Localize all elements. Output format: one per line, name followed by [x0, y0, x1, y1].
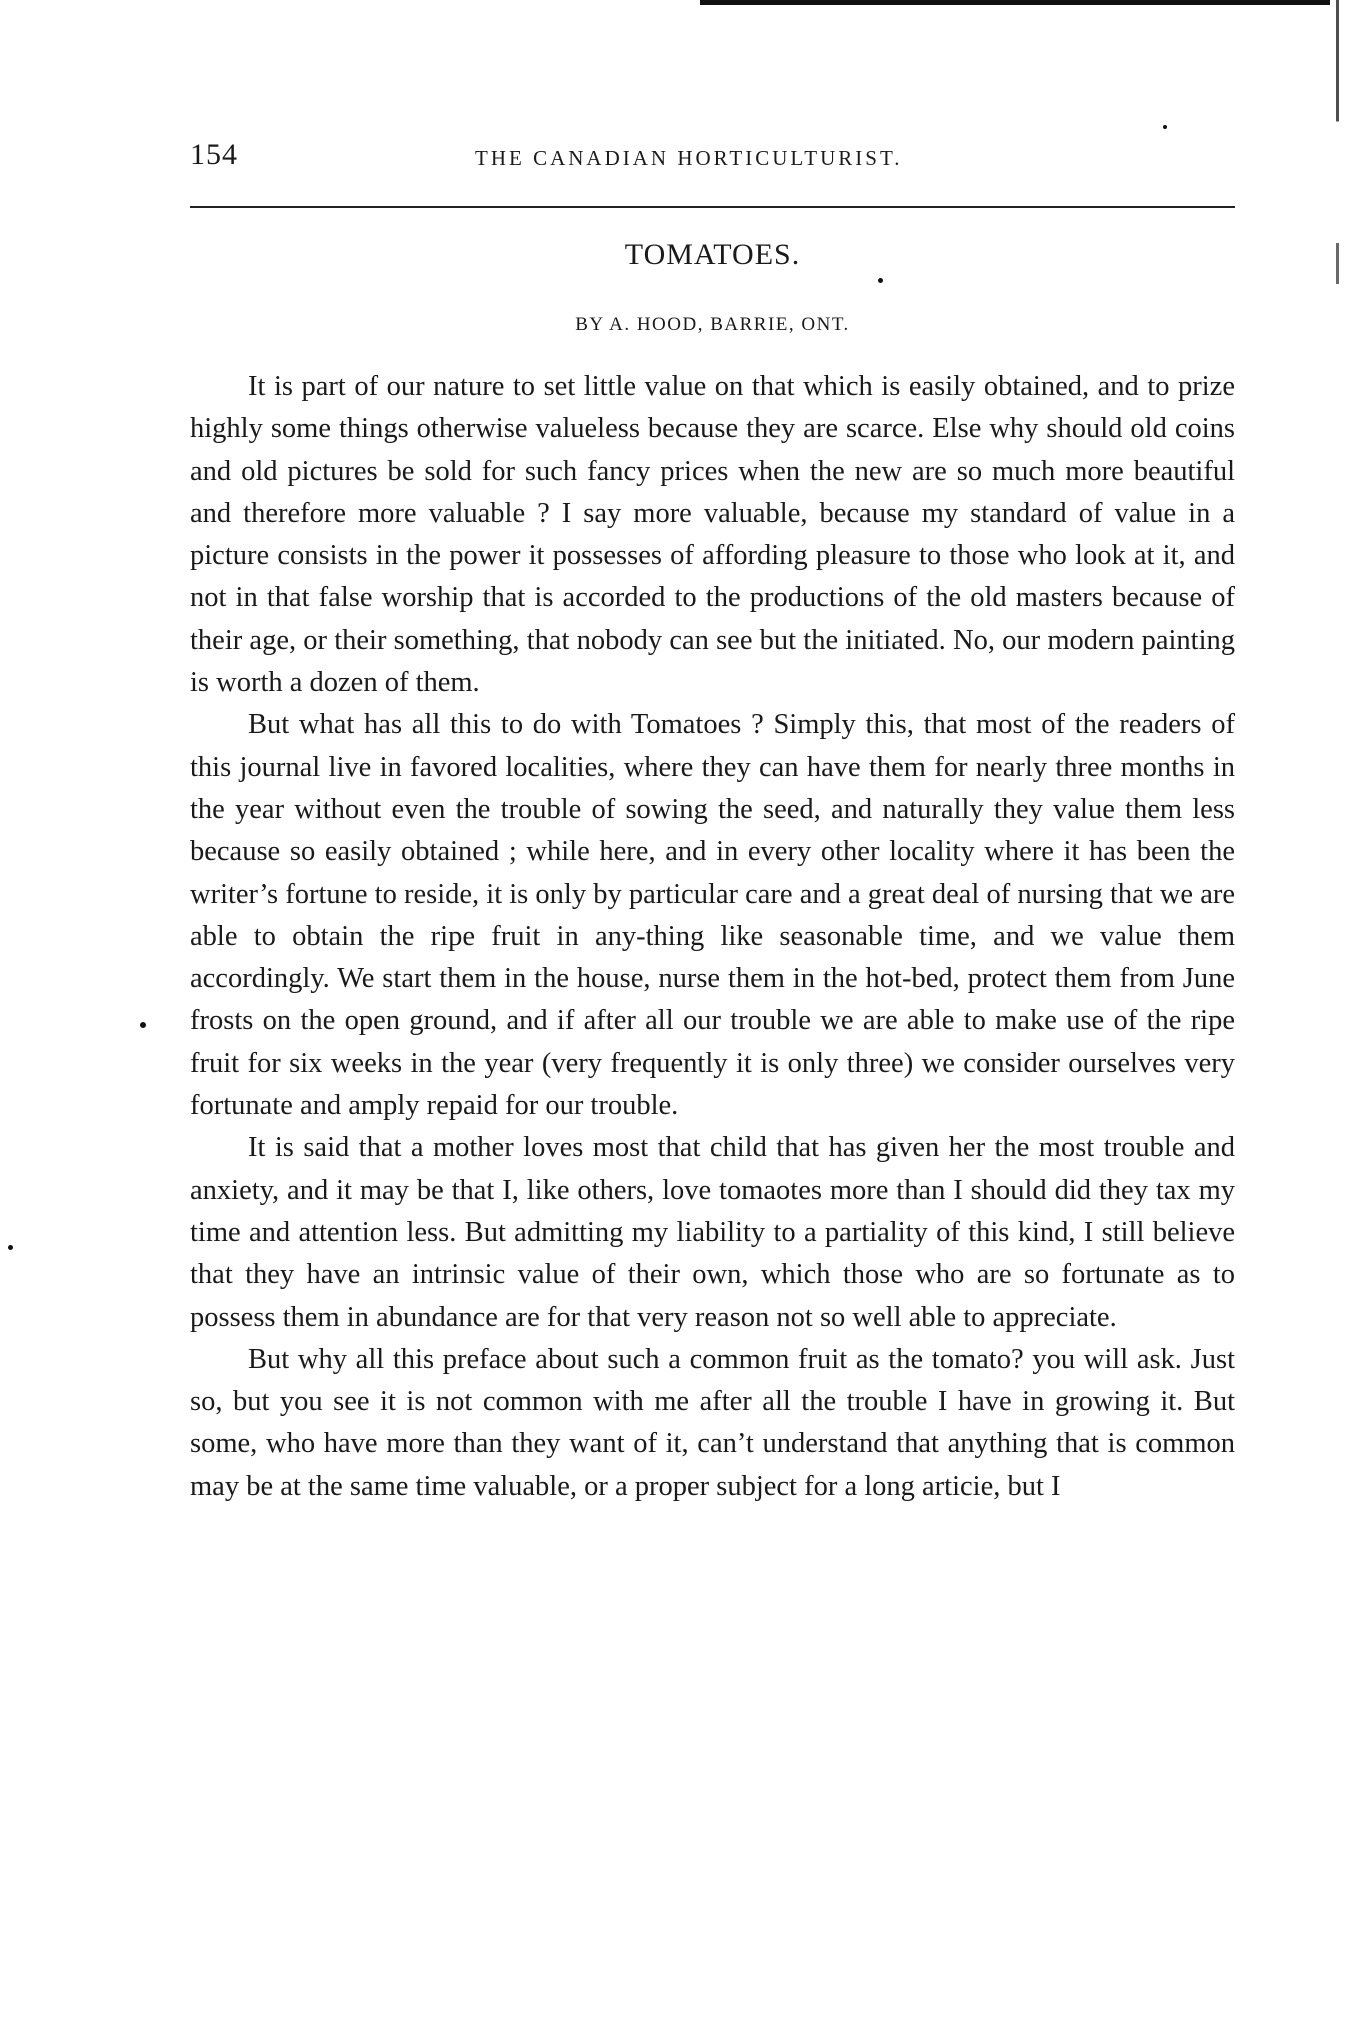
- scan-speck: [878, 278, 883, 283]
- scan-right-edge: [1336, 0, 1339, 2027]
- scan-top-edge: [700, 0, 1330, 5]
- header-rule: [190, 206, 1235, 208]
- article-body: [190, 366, 1235, 1508]
- running-head: [190, 128, 1235, 178]
- paragraph-3: It is said that a mother loves most that child that has given her the most trouble and anxiety, and it may be that I, like others, love tomaotes more than I should did they tax my time and attention less. But admitting my liability to a partiality of this kind, I still believe that they have an intrinsic value of their own, which those who are so fortunate as to possess them in abundance are for that very reason not so well able to appreciate.: [190, 1132, 1235, 1333]
- article-byline: BY A. HOOD, BARRIE, ONT.: [575, 314, 850, 335]
- page: [190, 128, 1235, 1502]
- scan-speck: [1163, 125, 1167, 129]
- article-title: TOMATOES.: [624, 238, 801, 271]
- journal-title: THE CANADIAN HORTICULTURIST.: [475, 146, 903, 170]
- scan-speck: [8, 1245, 13, 1250]
- scan-speck: [140, 1022, 146, 1028]
- paragraph-2: But what has all this to do with Tomatoes ? Simply this, that most of the readers of this journal live in favored localities, where they can have them for nearly three months in the year without even the trouble of sowing the seed, and naturally they value them less because so easily obtained ; while here, and in every other locality where it has been the writer’s fortune to reside, it is only by particular care and a great deal of nursing that we are able to obtain the ripe fruit in any-thing like seasonable time, and we value them accordingly. We start them in the house, nurse them in the hot-bed, protect them from June frosts on the open ground, and if after all our trouble we are able to make use of the ripe fruit for six weeks in the year (very frequently it is only three) we consider ourselves very fortunate and amply repaid for our trouble.: [190, 709, 1235, 1122]
- paragraph-1: It is part of our nature to set little value on that which is easily obtained, and to prize highly some things otherwise valueless because they are scarce. Else why should old coins and old pictures be sold for such fancy prices when the new are so much more beautiful and therefore more valuable ? I say more valuable, because my standard of value in a picture consists in the power it possesses of affording pleasure to those who look at it, and not in that false worship that is accorded to the productions of the old masters because of their age, or their something, that nobody can see but the initiated. No, our modern painting is worth a dozen of them.: [190, 371, 1235, 699]
- paragraph-4: But why all this preface about such a common fruit as the tomato? you will ask. Just so, but you see it is not common with me after all the trouble I have in growing it. But some, who have more than they want of it, can’t understand that anything that is common may be at the same time valuable, or a proper subject for a long articie, but I: [190, 1343, 1235, 1502]
- page-number: 154: [190, 138, 238, 171]
